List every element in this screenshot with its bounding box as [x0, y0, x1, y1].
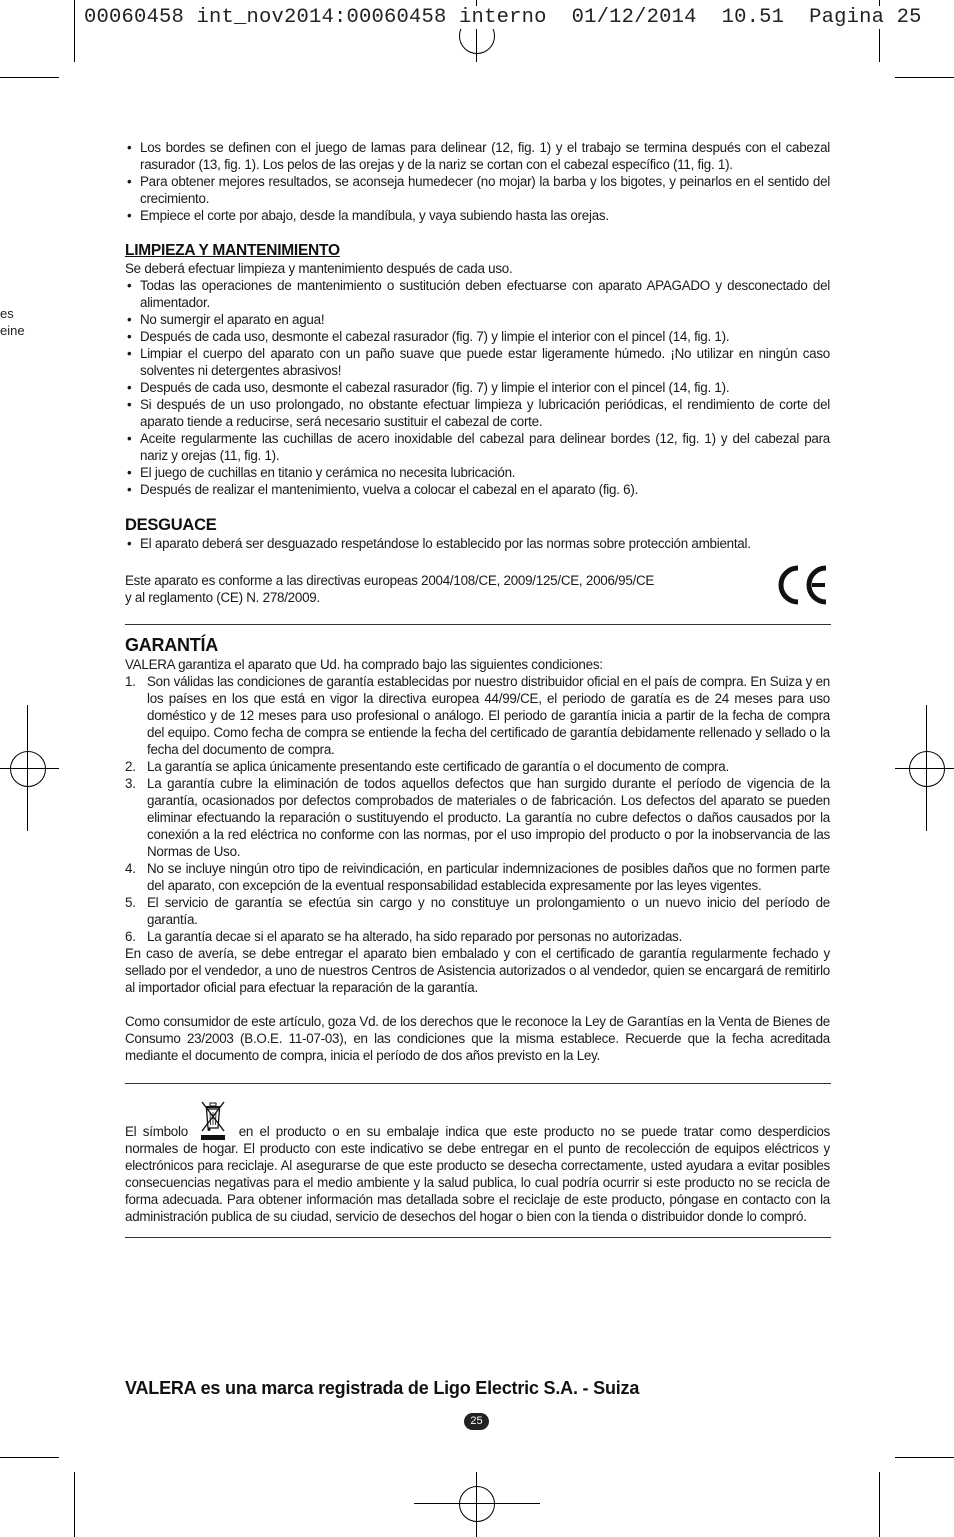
- list-item: [125, 894, 830, 928]
- divider: [125, 624, 831, 625]
- item-number: 1.: [125, 674, 136, 689]
- list-item: • Los bordes se definen con el juego de lamas para delinear (12, fig. 1) y el trabajo se termina después con el cabezal rasurador (13, fig. 1). Los pelos de las orejas y de la nariz se cortan con el cabezal específico (11, fig. 1).: [125, 139, 830, 173]
- conformity-line: y al reglamento (CE) N. 278/2009.: [125, 590, 320, 605]
- weee-text: en el producto o en su embalaje indica que este producto no se puede tratar como desperdicios normales de hogar. El producto con este indicativo se debe entregar en el punto de recolección de equipos eléctricos y electrónicos para reciclaje. Al asegurarse de que este producto se desecha correctamente, usted ayudara a evitar posibles consecuencias negativas para el medio ambiente y la salud publica, lo cual podría ocurrir si este producto no se recicla de forma adecuada. Para obtener información mas detallada sobre el reciclaje de este producto, póngase en contacto con la administración publica de su ciudad, servicio de desechos del hogar o bien con la tienda o distribuidor donde lo compró.: [125, 1124, 830, 1224]
- list-item: • Empiece el corte por abajo, desde la mandíbula, y vaya subiendo hasta las orejas.: [125, 207, 830, 224]
- usage-tips-list: [125, 139, 830, 224]
- item-text: La garantía cubre la eliminación de todos aquellos defectos que han surgido durante el período de vigencia de la garantía, ocasionados por defectos comprobados de materiales o de fabricación. Los defectos del aparato se pueden eliminar efectuando la reparación o sustituyendo el producto. La garantía no cubre defectos o daños causados por la conexión a la red eléctrica no conforme con las normas, por el uso impropio del producto o por la inobservancia de las Normas de Uso.: [147, 776, 830, 859]
- list-item: • El juego de cuchillas en titanio y cerámica no necesita lubricación.: [125, 464, 830, 481]
- registration-circle-bottom: [459, 1486, 495, 1522]
- registration-circle-right: [909, 751, 945, 787]
- list-item: [125, 928, 830, 945]
- disposal-heading: DESGUACE: [125, 516, 217, 534]
- weee-notice: [125, 1098, 830, 1225]
- item-text: No se incluye ningún otro tipo de reivindicación, en particular indemnizaciones de posibles daños que no formen parte del aparato, con excepción de la eventual responsabilidad establecida expresamente por las leyes vigentes.: [147, 861, 830, 893]
- page-content: [125, 139, 830, 1238]
- crop-mark: [74, 1472, 75, 1537]
- registration-circle-left: [10, 751, 46, 787]
- crop-mark: [0, 1457, 59, 1458]
- consumer-rights: Como consumidor de este artículo, goza Vd. de los derechos que le reconoce la Ley de Garantías en la Venta de Bienes de Consumo 23/2003 (B.O.E. 11-07-03), en las condiciones que la misma establece. Recuerde que la fecha acreditada mediante el documento de compra, inicia el período de dos años previsto en la Ley.: [125, 1014, 830, 1063]
- list-item: [125, 860, 830, 894]
- crop-mark: [0, 77, 59, 78]
- warranty-heading: GARANTÍA: [125, 635, 218, 655]
- cleaning-list: [125, 277, 830, 498]
- list-item: • Después de cada uso, desmonte el cabezal rasurador (fig. 7) y limpie el interior con el pincel (14, fig. 1).: [125, 379, 830, 396]
- weee-lead: El símbolo: [125, 1124, 188, 1139]
- item-text: La garantía se aplica únicamente presentando este certificado de garantía o el documento de compra.: [147, 759, 729, 774]
- list-item: • Todas las operaciones de mantenimiento o sustitución deben efectuarse con aparato APAGADO y desconectado del alimentador.: [125, 277, 830, 311]
- crop-mark: [74, 0, 75, 62]
- crop-mark: [895, 1457, 954, 1458]
- item-number: 6.: [125, 929, 136, 944]
- trademark-notice: VALERA es una marca registrada de Ligo Electric S.A. - Suiza: [125, 1378, 640, 1398]
- list-item: • No sumergir el aparato en agua!: [125, 311, 830, 328]
- crossed-out-wheelie-bin-icon: [198, 1100, 228, 1142]
- item-number: 4.: [125, 861, 136, 876]
- conformity-block: [125, 572, 830, 612]
- divider: [125, 1237, 831, 1238]
- warranty-closing: En caso de avería, se debe entregar el aparato bien embalado y con el certificado de garantía regularmente fechado y sellado por el vendedor, a uno de nuestros Centros de Asistencia autorizados o al vendedor, quien se encargará de remitirlo al importador oficial para efectuar la reparación de la garantía.: [125, 946, 830, 995]
- list-item: [125, 775, 830, 860]
- disposal-list: [125, 535, 830, 552]
- list-item: • Limpiar el cuerpo del aparato con un paño suave que puede estar ligeramente húmedo. ¡No utilizar en ningún caso solventes ni detergentes abrasivos!: [125, 345, 830, 379]
- ce-mark-icon: [776, 564, 830, 606]
- edge-text-fragment: eine: [0, 323, 25, 338]
- list-item: [125, 673, 830, 758]
- edge-text-fragment: es: [0, 306, 14, 321]
- list-item: • Después de cada uso, desmonte el cabezal rasurador (fig. 7) y limpie el interior con el pincel (14, fig. 1).: [125, 328, 830, 345]
- page-number-badge: 25: [464, 1413, 489, 1430]
- list-item: • Para obtener mejores resultados, se aconseja humedecer (no mojar) la barba y los bigotes, y peinarlos en el sentido del crecimiento.: [125, 173, 830, 207]
- list-item: • Aceite regularmente las cuchillas de acero inoxidable del cabezal para delinear bordes (12, fig. 1) y del cabezal para nariz y orejas (11, fig. 1).: [125, 430, 830, 464]
- item-text: La garantía decae si el aparato se ha alterado, ha sido reparado por personas no autorizadas.: [147, 929, 683, 944]
- item-number: 5.: [125, 895, 136, 910]
- crop-mark: [895, 77, 954, 78]
- conformity-line: Este aparato es conforme a las directivas europeas 2004/108/CE, 2009/125/CE, 2006/95/CE: [125, 573, 655, 588]
- item-text: El servicio de garantía se efectúa sin cargo y no constituye un prolongamiento o un nuevo inicio del período de garantía.: [147, 895, 830, 927]
- item-text: Son válidas las condiciones de garantía establecidas por nuestro distribuidor oficial en el país de compra. En Suiza y en los países en los que está en vigor la directiva europea 44/99/CE, el periodo de garatía es de 24 meses para uso doméstico y de 12 meses para uso profesional o análogo. El periodo de garantía inicia a partir de la fecha de compra del equipo. Como fecha de compra se entiende la fecha del certificado de garantía debidamente rellenado y sellado o la fecha del documento de compra.: [147, 674, 830, 757]
- list-item: [125, 758, 830, 775]
- list-item: • El aparato deberá ser desguazado respetándose lo establecido por las normas sobre protección ambiental.: [125, 535, 830, 552]
- warranty-intro: VALERA garantiza el aparato que Ud. ha comprado bajo las siguientes condiciones:: [125, 657, 603, 672]
- list-item: • Si después de un uso prolongado, no obstante efectuar limpieza y lubricación periódicas, el rendimiento de corte del aparato tiende a reducirse, será necesario sustituir el cabezal de corte.: [125, 396, 830, 430]
- warranty-conditions-list: [125, 673, 830, 945]
- item-number: 2.: [125, 759, 136, 774]
- item-number: 3.: [125, 776, 136, 791]
- print-slug: 00060458 int_nov2014:00060458 interno 01/12/2014 10.51 Pagina 25: [84, 6, 922, 29]
- divider: [125, 1083, 831, 1084]
- cleaning-intro: Se deberá efectuar limpieza y mantenimiento después de cada uso.: [125, 261, 513, 276]
- crop-mark: [879, 1472, 880, 1537]
- list-item: • Después de realizar el mantenimiento, vuelva a colocar el cabezal en el aparato (fig. 6).: [125, 481, 830, 498]
- cleaning-heading: LIMPIEZA Y MANTENIMIENTO: [125, 242, 340, 259]
